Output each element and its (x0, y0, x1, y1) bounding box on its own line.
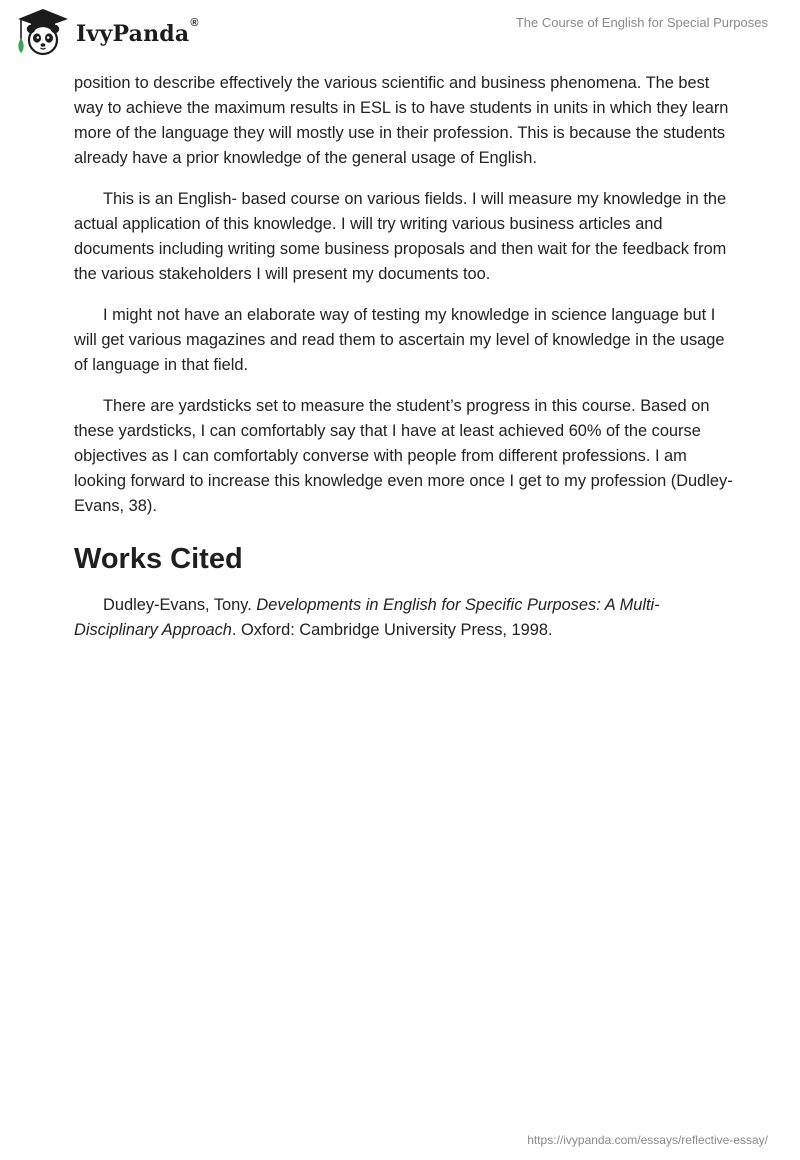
citation-publication: . Oxford: Cambridge University Press, 1998. (231, 621, 553, 639)
registered-mark: ® (190, 17, 199, 29)
citation-title: Developments in English for Specific Purposes: A Multi-Disciplinary Approach (74, 596, 660, 639)
works-cited-heading: Works Cited (74, 543, 243, 575)
document-title: The Course of English for Special Purposes (515, 15, 768, 30)
essay-body (74, 71, 734, 643)
paragraph-continued: position to describe effectively the various scientific and business phenomena. The best way to achieve the maximum results in ESL is to have students in units in which they learn more of the language they will mostly use in their profession. This is because the students already have a prior knowledge of the general usage of English. (74, 74, 729, 167)
page-header (0, 0, 800, 70)
source-url[interactable]: https://ivypanda.com/essays/reflective-essay/ (527, 1133, 768, 1147)
paragraph: This is an English- based course on various fields. I will measure my knowledge in the actual application of this knowledge. I will try writing various business articles and documents including writing some business proposals and then wait for the feedback from the various stakeholders I will present my documents too. (74, 190, 727, 283)
paragraph: There are yardsticks set to measure the student’s progress in this course. Based on these yardsticks, I can comfortably say that I have at least achieved 60% of the course objectives as I can comfortably converse with people from different professions. I am looking forward to increase this knowledge even more once I get to my profession (Dudley-Evans, 38). (74, 397, 733, 515)
citation-author: Dudley-Evans, Tony. (103, 596, 252, 614)
ivypanda-logo[interactable] (16, 8, 199, 56)
paragraph: I might not have an elaborate way of testing my knowledge in science language but I will get various magazines and read them to ascertain my level of knowledge in the usage of language in that field. (74, 306, 725, 374)
citation-entry (74, 593, 734, 643)
panda-graduation-cap-icon (16, 8, 70, 56)
brand-name: IvyPanda® (76, 17, 199, 47)
